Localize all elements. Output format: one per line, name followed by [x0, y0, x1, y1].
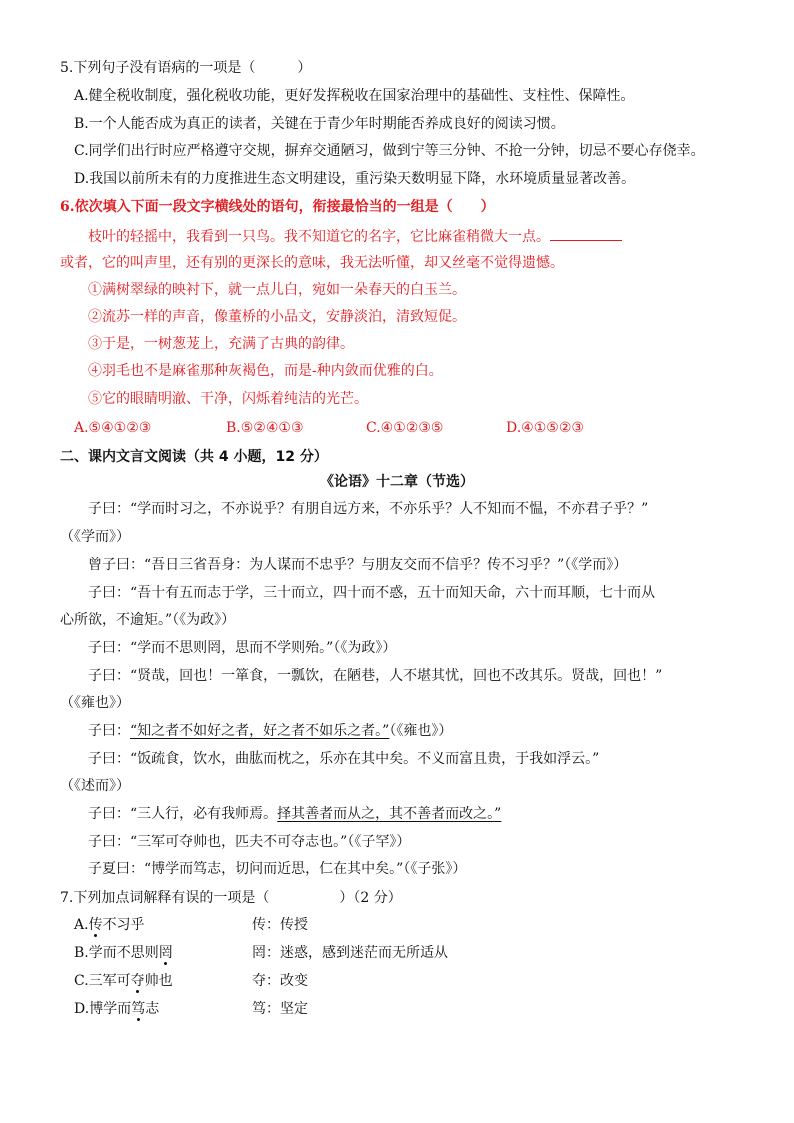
q6-option-a: A.⑤④①②③	[74, 420, 152, 436]
q6-item-4: ④羽毛也不是麻雀那种灰褐色，而是-种内敛而优雅的白。	[88, 363, 443, 379]
q6-passage-line-2: 或者，它的叫声里，还有别的更深长的意味，我无法听懂，却又丝毫不觉得遗憾。	[60, 255, 564, 271]
q7-option-a	[74, 915, 145, 935]
option-letter: C.	[74, 973, 89, 989]
quote-close: ”	[494, 806, 502, 822]
q5-stem: 5.下列句子没有语病的一项是（ ）	[60, 60, 312, 76]
option-text: 帅也	[144, 973, 173, 989]
passage-line: 子夏曰：“博学而笃志，切问而近思，仁在其中矣。”（《子张》）	[88, 861, 467, 877]
answer-blank	[550, 226, 622, 241]
dotted-word: 夺	[130, 973, 145, 989]
dotted-word: 笃	[131, 1001, 146, 1017]
q6-passage-line-1	[88, 226, 622, 247]
q6-item-5: ⑤它的眼睛明澈、干净，闪烁着纯洁的光芒。	[88, 391, 368, 407]
q7-option-b	[74, 943, 173, 963]
q6-option-c: C.④①②③⑤	[366, 420, 444, 436]
q5-option-d: D.我国以前所未有的力度推进生态文明建设，重污染天数明显下降，水环境质量显著改善。	[74, 171, 636, 187]
q6-item-3: ③于是，一树葱茏上，充满了古典的韵律。	[88, 336, 354, 352]
passage-line: 子曰：“三军可夺帅也，匹夫不可夺志也。”（《子罕》）	[88, 834, 411, 850]
passage-line: （《学而》）	[60, 529, 130, 545]
q7-gloss-c: 夺：改变	[252, 973, 308, 989]
q7-gloss-a: 传：传授	[252, 917, 308, 933]
passage-line: 子曰：“贤哉，回也！一箪食，一瓢饮，在陋巷，人不堪其忧，回也不改其乐。贤哉，回也！”	[88, 668, 663, 684]
passage-text: 子曰：“三人行，必有我师焉。	[88, 806, 278, 822]
option-letter: B.	[74, 945, 89, 961]
passage-line: 子曰：“饭疏食，饮水，曲肱而枕之，乐亦在其中矣。不义而富且贵，于我如浮云。”	[88, 751, 600, 767]
passage-line: 心所欲，不逾矩。”（《为政》）	[60, 612, 236, 628]
q5-option-b: B.一个人能否成为真正的读者，关键在于青少年时期能否养成良好的阅读习惯。	[74, 116, 565, 132]
option-text: 学而不思则	[88, 945, 159, 961]
q7-gloss-d: 笃：坚定	[252, 1001, 308, 1017]
passage-line: （《雍也》）	[60, 695, 130, 711]
passage-title: 《论语》十二章（节选）	[320, 474, 474, 490]
option-text: 志	[145, 1001, 160, 1017]
q6-stem: 6.依次填入下面一段文字横线处的语句，衔接最恰当的一组是（ ）	[60, 199, 495, 215]
q6-option-d: D.④①⑤②③	[506, 420, 584, 436]
passage-speaker: 子曰：	[88, 723, 130, 739]
passage-source: （《雍也》）	[389, 723, 453, 739]
underlined-quote: “知之者不如好之者，好之者不如乐之者。”	[130, 723, 390, 739]
section-heading: 二、课内文言文阅读（共 4 小题，12 分）	[60, 449, 328, 465]
passage-line	[88, 804, 501, 824]
passage-line: 子曰：“学而时习之，不亦说乎？有朋自远方来，不亦乐乎？人不知而不愠，不亦君子乎？”	[88, 501, 649, 517]
passage-line: （《述而》）	[60, 778, 130, 794]
dotted-word: 传	[88, 917, 103, 933]
q7-option-c	[74, 971, 173, 991]
q6-item-2: ②流苏一样的声音，像董桥的小品文，安静淡泊，清致短促。	[88, 309, 466, 325]
q7-gloss-b: 罔：迷惑，感到迷茫而无所适从	[252, 945, 448, 961]
option-text: 三军可	[88, 973, 131, 989]
option-text: 不习乎	[102, 917, 145, 933]
q5-option-a: A.健全税收制度，强化税收功能，更好发挥税收在国家治理中的基础性、支柱性、保障性。	[74, 88, 635, 104]
q6-option-b: B.⑤②④①③	[226, 420, 304, 436]
q6-passage-text-1: 枝叶的轻摇中，我看到一只鸟。我不知道它的名字，它比麻雀稍微大一点。	[88, 229, 550, 245]
passage-line: 子曰：“学而不思则罔，思而不学则殆。”（《为政》）	[88, 640, 397, 656]
option-letter: A.	[74, 917, 89, 933]
q6-item-1: ①满树翠绿的映衬下，就一点儿白，宛如一朵春天的白玉兰。	[88, 282, 466, 298]
q7-stem: 7.下列加点词解释有误的一项是（ ）（2 分）	[60, 890, 402, 906]
underlined-quote: 择其善者而从之，其不善者而改之。	[277, 806, 495, 822]
passage-line: 子曰：“吾十有五而志于学，三十而立，四十而不惑，五十而知天命，六十而耳顺，七十而从	[88, 585, 656, 601]
option-letter: D.	[74, 1001, 90, 1017]
option-text: 博学而	[89, 1001, 132, 1017]
q5-option-c: C.同学们出行时应严格遵守交规，摒弃交通陋习，做到宁等三分钟、不抢一分钟，切忌不要心存侥幸。	[74, 143, 705, 159]
passage-line	[88, 721, 452, 741]
dotted-word: 罔	[158, 945, 173, 961]
passage-line: 曾子曰：“吾日三省吾身：为人谋而不忠乎？与朋友交而不信乎？传不习乎？”（《学而》）	[88, 557, 628, 573]
q7-option-d	[74, 999, 159, 1019]
